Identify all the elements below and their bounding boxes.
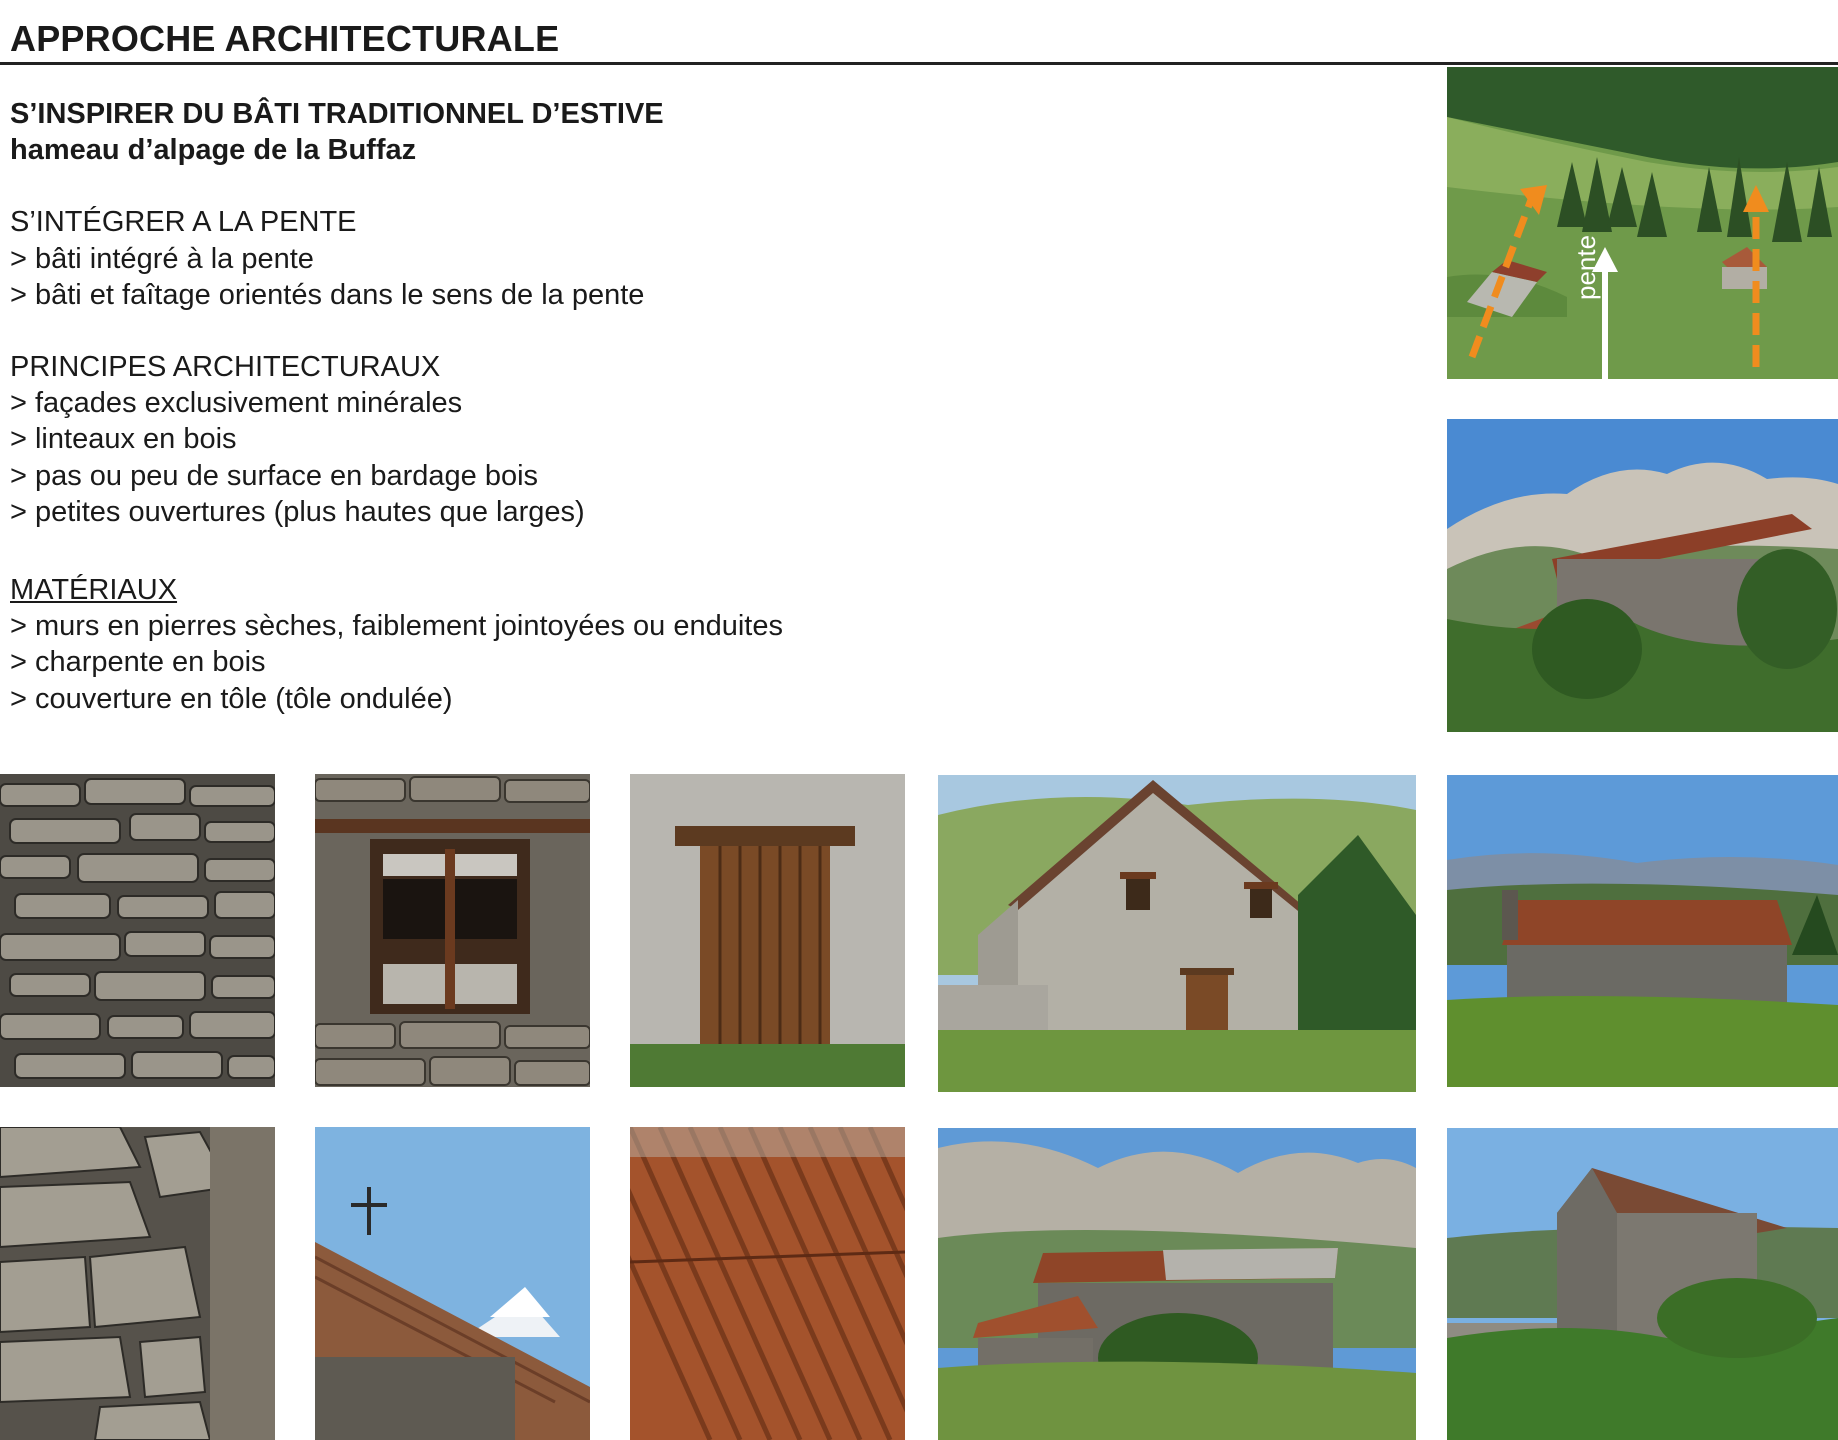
slope-section-title: S’INTÉGRER A LA PENTE [10,206,357,239]
list-item: > murs en pierres sèches, faiblement jointoyées ou enduites [10,610,783,643]
hamlet-slope-photo [1447,67,1838,379]
slope-label: pente [1571,234,1601,300]
list-item: > couverture en tôle (tôle ondulée) [10,682,453,715]
wooden-door-photo [630,774,905,1087]
list-item: > bâti et faîtage orientés dans le sens de la pente [10,278,645,311]
title-divider [0,62,1838,65]
window-lintel-photo [315,774,590,1087]
intro-heading: S’INSPIRER DU BÂTI TRADITIONNEL D’ESTIVE [10,98,664,130]
list-item: > façades exclusivement minérales [10,387,463,420]
materials-section-title: MATÉRIAUX [10,574,178,607]
roof-cross-photo [315,1127,590,1440]
barns-mountains-photo [938,1128,1416,1440]
list-item: > pas ou peu de surface en bardage bois [10,459,539,492]
barn-mountain-photo [1447,419,1838,732]
list-item: > charpente en bois [10,646,266,679]
stone-hut-photo [1447,1128,1838,1440]
long-barn-photo [1447,775,1838,1087]
rendered-house-photo [938,775,1416,1092]
list-item: > bâti intégré à la pente [10,242,314,275]
list-item: > petites ouvertures (plus hautes que larges) [10,495,585,528]
stone-wall-photo [0,774,275,1087]
list-item: > linteaux en bois [10,423,237,456]
stone-corner-photo [0,1127,275,1440]
corrugated-sheet-photo [630,1127,905,1440]
principles-section-title: PRINCIPES ARCHITECTURAUX [10,351,441,384]
text-block [10,96,1410,717]
page-title: APPROCHE ARCHITECTURALE [10,18,560,59]
intro-subheading: hameau d’alpage de la Buffaz [10,134,417,167]
